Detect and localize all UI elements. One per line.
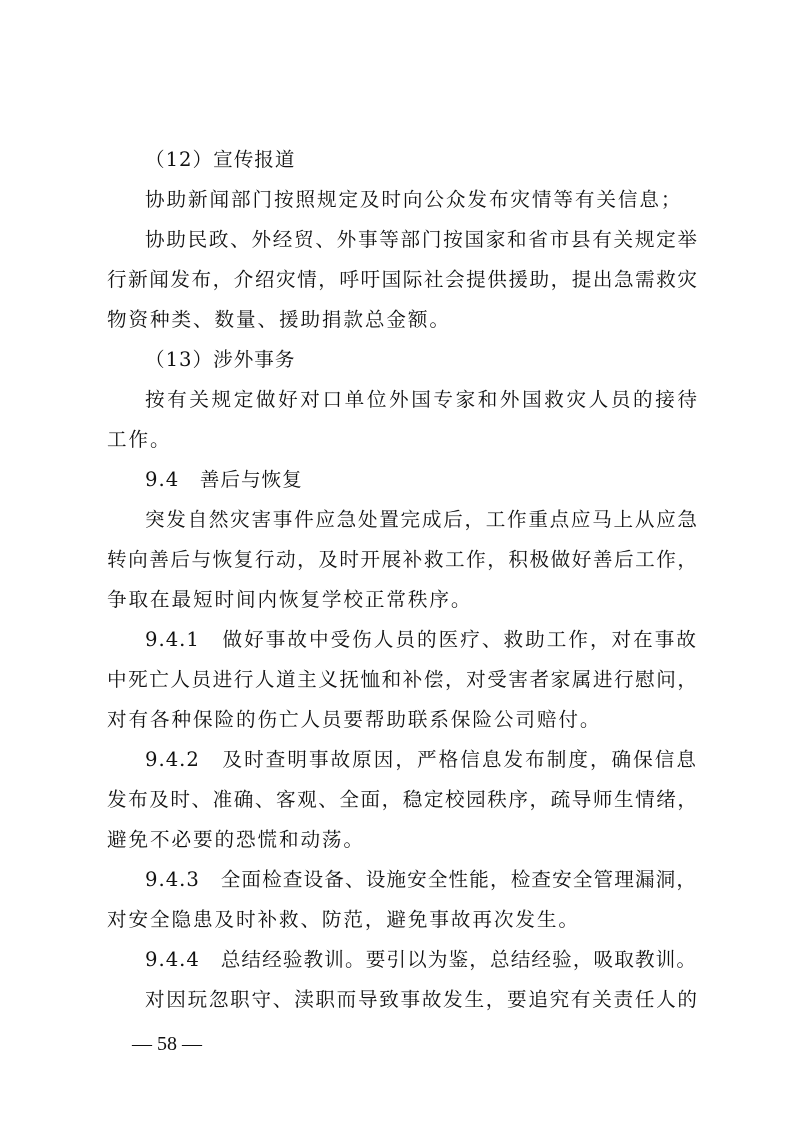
paragraph-line: 工作。	[107, 428, 172, 451]
paragraph-line: 对有各种保险的伤亡人员要帮助联系保险公司赔付。	[107, 708, 602, 731]
paragraph-line: 转向善后与恢复行动，及时开展补救工作，积极做好善后工作，	[107, 548, 697, 571]
clause-9-4-2: 9.4.2 及时查明事故原因，严格信息发布制度，确保信息	[145, 748, 697, 771]
clause-9-4-3: 9.4.3 全面检查设备、设施安全性能，检查安全管理漏洞，	[145, 868, 697, 891]
paragraph-line: 行新闻发布，介绍灾情，呼吁国际社会提供援助，提出急需救灾	[107, 268, 697, 291]
paragraph-line: 突发自然灾害事件应急处置完成后，工作重点应马上从应急	[145, 508, 697, 531]
paragraph-line: 中死亡人员进行人道主义抚恤和补偿，对受害者家属进行慰问，	[107, 668, 697, 691]
heading-9-4-aftermath: 9.4 善后与恢复	[145, 468, 303, 491]
page-number: — 58 —	[132, 1033, 202, 1055]
paragraph-line: 争取在最短时间内恢复学校正常秩序。	[107, 588, 473, 611]
paragraph-line: 协助新闻部门按照规定及时向公众发布灾情等有关信息；	[145, 188, 683, 211]
paragraph-line: 按有关规定做好对口单位外国专家和外国救灾人员的接待	[145, 388, 697, 411]
paragraph-line: 物资种类、数量、援助捐款总金额。	[107, 308, 451, 331]
paragraph-line: 协助民政、外经贸、外事等部门按国家和省市县有关规定举	[145, 228, 697, 251]
paragraph-line: 对安全隐患及时补救、防范，避免事故再次发生。	[107, 908, 580, 931]
paragraph-line: 避免不必要的恐慌和动荡。	[107, 828, 365, 851]
clause-9-4-1: 9.4.1 做好事故中受伤人员的医疗、救助工作，对在事故	[145, 628, 697, 651]
paragraph-line: 发布及时、准确、客观、全面，稳定校园秩序，疏导师生情绪，	[107, 788, 697, 811]
paragraph-line: 对因玩忽职守、渎职而导致事故发生，要追究有关责任人的	[145, 988, 697, 1011]
heading-12-publicity: （12）宣传报道	[145, 148, 296, 171]
heading-13-foreign-affairs: （13）涉外事务	[145, 348, 296, 371]
clause-9-4-4: 9.4.4 总结经验教训。要引以为鉴，总结经验，吸取教训。	[145, 948, 697, 971]
